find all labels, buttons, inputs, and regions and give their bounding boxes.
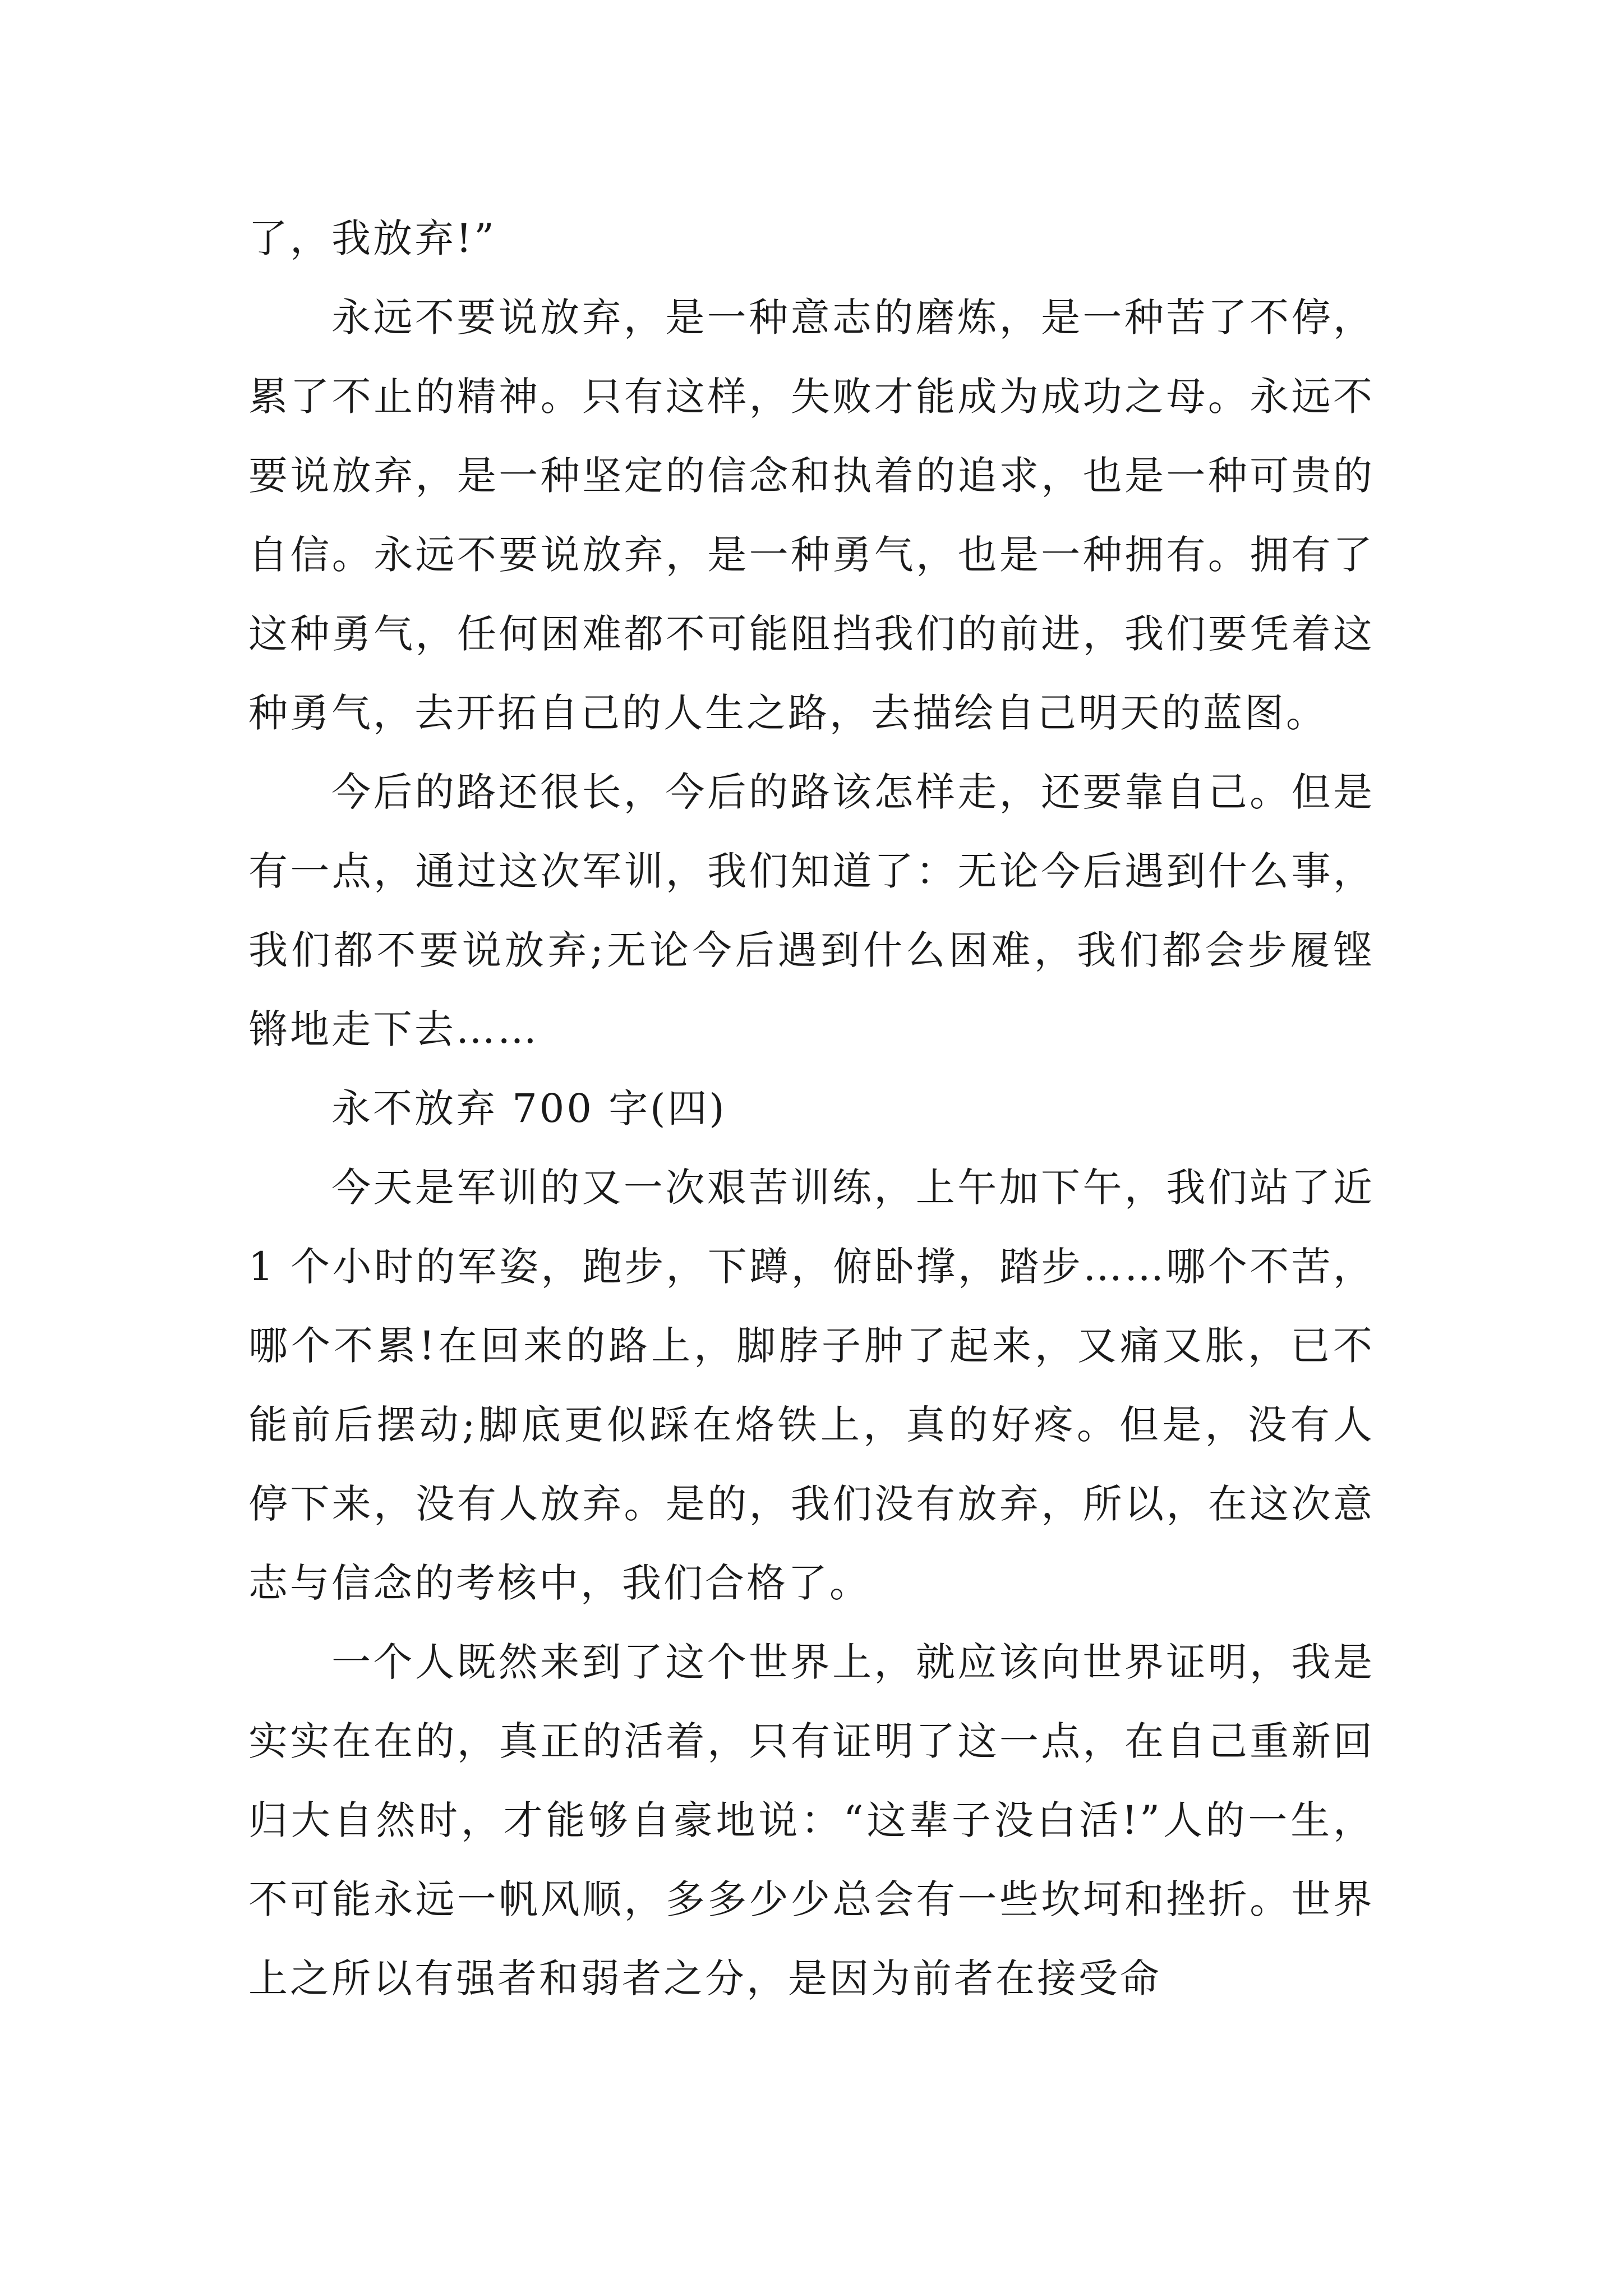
paragraph-future-road: 今后的路还很长，今后的路该怎样走，还要靠自己。但是有一点，通过这次军训，我们知道了：无论今后遇到什么事，我们都不要说放弃;无论今后遇到什么困难，我们都会步履铿锵地走下去…… [248,769,1375,1052]
document-body [248,199,1375,2018]
paragraph-military-training: 今天是军训的又一次艰苦训练，上午加下午，我们站了近 1 个小时的军姿，跑步，下蹲，俯卧撑，踏步……哪个不苦，哪个不累!在回来的路上，脚脖子肿了起来，又痛又胀，已不能前后摆动;脚底更似踩在烙铁上，真的好疼。但是，没有人停下来，没有人放弃。是的，我们没有放弃，所以，在这次意志与信念的考核中，我们合格了。 [248,1165,1375,1606]
paragraph-prove-to-world: 一个人既然来到了这个世界上，就应该向世界证明，我是实实在在的，真正的活着，只有证明了这一点，在自己重新回归大自然时，才能够自豪地说：“这辈子没白活!”人的一生，不可能永远一帆风顺，多多少少总会有一些坎坷和挫折。世界上之所以有强者和弱者之分，是因为前者在接受命 [248,1639,1375,2001]
section-heading: 永不放弃 700 字(四) [331,1085,727,1131]
paragraph-continuation: 了，我放弃!” [248,215,496,261]
paragraph-never-give-up: 永远不要说放弃，是一种意志的磨炼，是一种苦了不停，累了不止的精神。只有这样，失败才能成为成功之母。永远不要说放弃，是一种坚定的信念和执着的追求，也是一种可贵的自信。永远不要说放弃，是一种勇气，也是一种拥有。拥有了这种勇气，任何困难都不可能阻挡我们的前进，我们要凭着这种勇气，去开拓自己的人生之路，去描绘自己明天的蓝图。 [248,295,1375,736]
